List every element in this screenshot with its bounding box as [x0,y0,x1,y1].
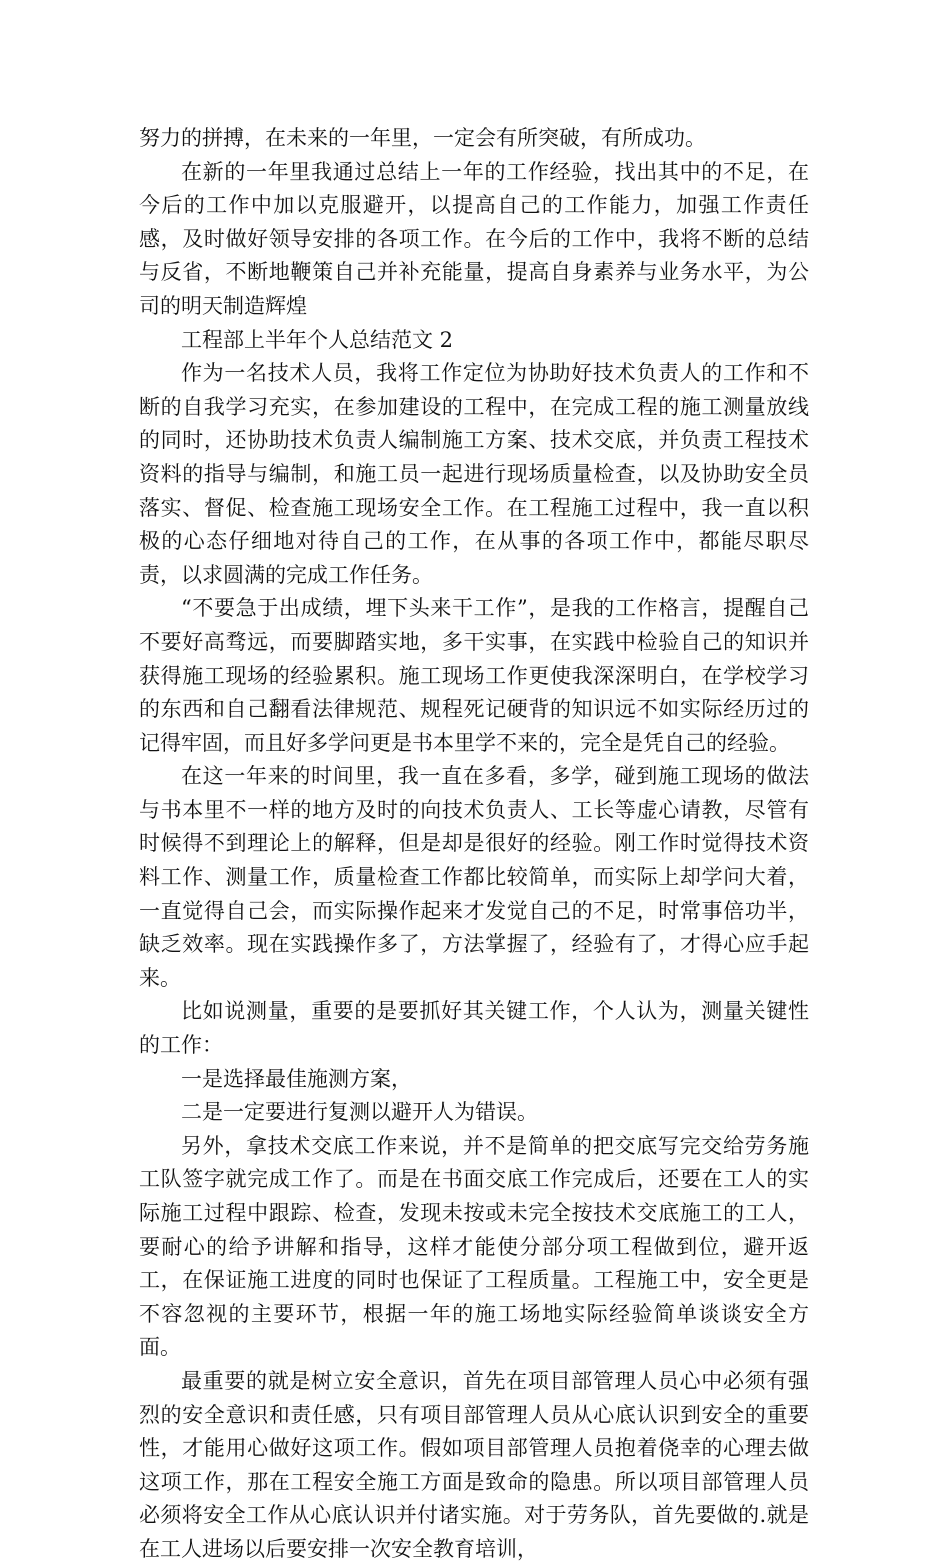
paragraph: 另外，拿技术交底工作来说，并不是简单的把交底写完交给劳务施工队签字就完成工作了。而是在书面交底工作完成后，还要在工人的实际施工过程中跟踪、检查，发现未按或未完全按技术交底施工的工人，要耐心的给予讲解和指导，这样才能使分部分项工程做到位，避开返工，在保证施工进度的同时也保证了工程质量。工程施工中，安全更是不容忽视的主要环节，根据一年的施工场地实际经验简单谈谈安全方面。 [139,1133,809,1360]
list-item: 二是一定要进行复测以避开人为错误。 [181,1100,538,1125]
paragraph: 在这一年来的时间里，我一直在多看，多学，碰到施工现场的做法与书本里不一样的地方及时的向技术负责人、工长等虚心请教，尽管有时候得不到理论上的解释，但是却是很好的经验。刚工作时觉得技术资料工作、测量工作，质量检查工作都比较简单，而实际上却学问大着，一直觉得自己会，而实际操作起来才发觉自己的不足，时常事倍功半，缺乏效率。现在实践操作多了，方法掌握了，经验有了，才得心应手起来。 [139,764,809,990]
paragraph: 比如说测量，重要的是要抓好其关键工作，个人认为，测量关键性的工作： [139,999,809,1058]
paragraph-continuation: 努力的拼搏，在未来的一年里，一定会有所突破，有所成功。 [139,126,706,150]
paragraph: 在新的一年里我通过总结上一年的工作经验，找出其中的不足，在今后的工作中加以克服避开，以提高自己的工作能力，加强工作责任感，及时做好领导安排的各项工作。在今后的工作中，我将不断的总结与反省，不断地鞭策自己并补充能量，提高自身素养与业务水平，为公司的明天制造辉煌 [139,159,809,318]
section-heading: 工程部上半年个人总结范文 2 [181,327,454,352]
list-item: 一是选择最佳施测方案， [181,1066,412,1091]
paragraph: 最重要的就是树立安全意识，首先在项目部管理人员心中必须有强烈的安全意识和责任感，只有项目部管理人员从心底认识到安全的重要性，才能用心做好这项工作。假如项目部管理人员抱着侥幸的心理去做这项工作，那在工程安全施工方面是致命的隐患。所以项目部管理人员必须将安全工作从心底认识并付诸实施。对于劳务队，首先要做的.就是在工人进场以后要安排一次安全教育培训， [139,1368,809,1561]
paragraph: 作为一名技术人员，我将工作定位为协助好技术负责人的工作和不断的自我学习充实，在参加建设的工程中，在完成工程的施工测量放线的同时，还协助技术负责人编制施工方案、技术交底，并负责工程技术资料的指导与编制，和施工员一起进行现场质量检查，以及协助安全员落实、督促、检查施工现场安全工作。在工程施工过程中，我一直以积极的心态仔细地对待自己的工作，在从事的各项工作中，都能尽职尽责，以求圆满的完成工作任务。 [139,361,809,587]
paragraph: “不要急于出成绩，埋下头来干工作”，是我的工作格言，提醒自己不要好高骛远，而要脚踏实地，多干实事，在实践中检验自己的知识并获得施工现场的经验累积。施工现场工作更使我深深明白，在学校学习的东西和自己翻看法律规范、规程死记硬背的知识远不如实际经历过的记得牢固，而且好多学问更是书本里学不来的，完全是凭自己的经验。 [139,596,809,755]
document-body [139,122,809,1567]
